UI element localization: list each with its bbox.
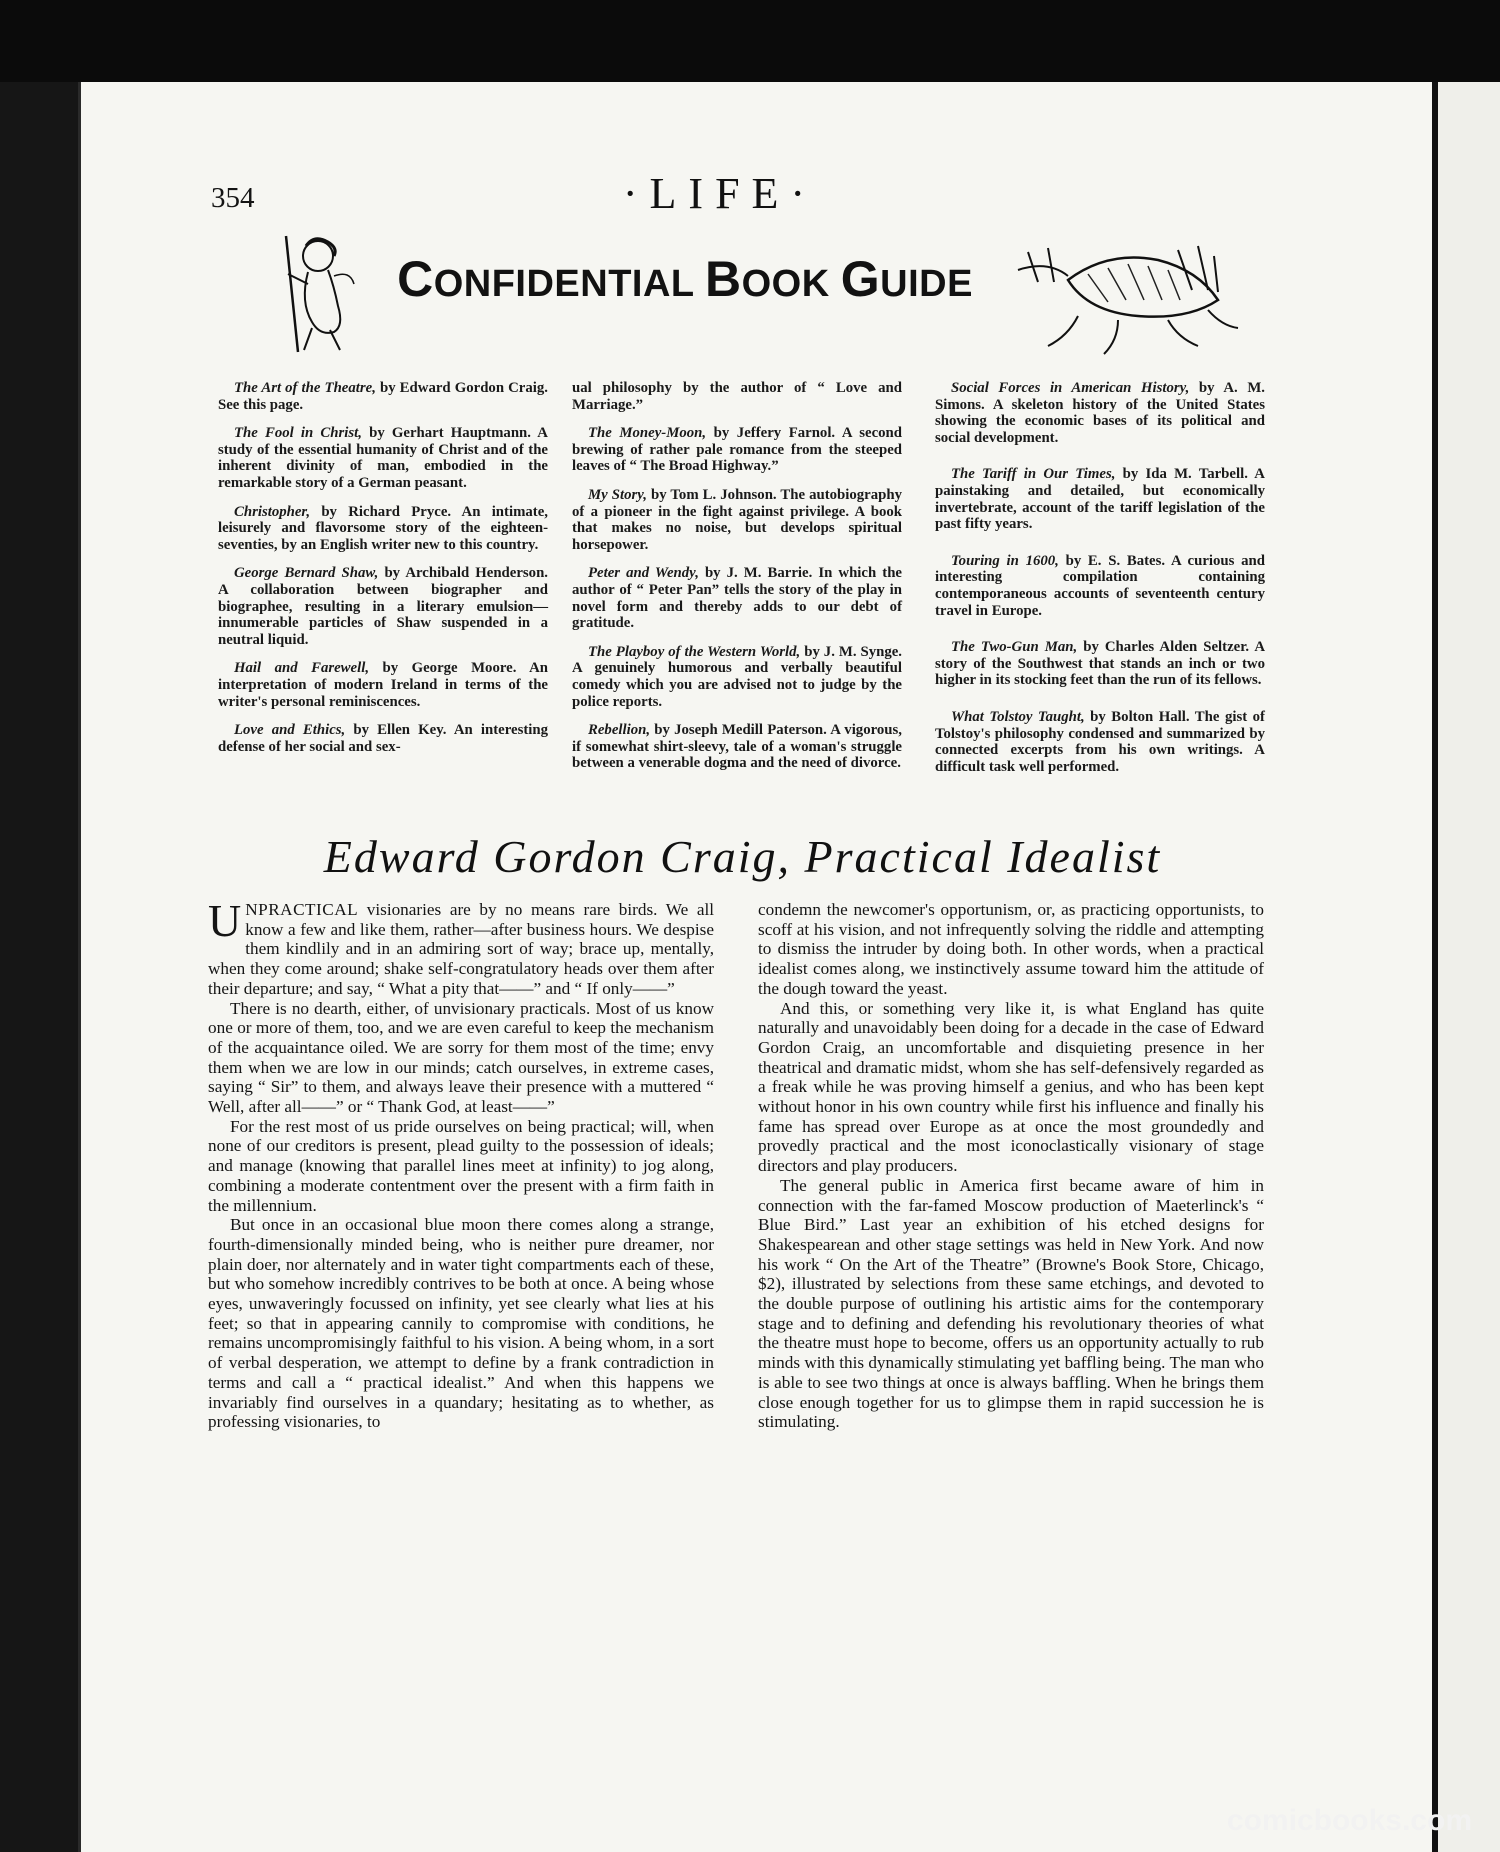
book-entry: The Two-Gun Man, by Charles Alden Seltzer. A story of the Southwest that stands an inch or two higher in its stocking feet than the run of its fellows.: [935, 639, 1266, 689]
article-paragraph: For the rest most of us pride ourselves on being practical; will, when none of our creditors is present, plead guilty to the possession of ideals; and manage (knowing that parallel lines meet at infinity) to jog along, combining a moderate contentment over the present with a firm faith in the millennium.: [208, 1116, 714, 1215]
book-entry: The Fool in Christ, by Gerhart Hauptmann. A study of the essential humanity of Christ and of the inherent divinity of man, embodied in the remarkable story of a German peasant.: [218, 425, 548, 491]
book-guide-column-2: [572, 380, 902, 784]
book-creature-illustration: [1008, 240, 1248, 362]
page-number: 354: [211, 182, 255, 214]
book-entry: The Money-Moon, by Jeffery Farnol. A second brewing of rather pale romance from the steeped leaves of “ The Broad Highway.”: [572, 425, 903, 475]
article-paragraph: The general public in America first became aware of him in connection with the far-famed Moscow production of Maeterlinck's “ Blue Bird.” Last year an exhibition of his etched designs for Shakespearean and other stage settings was held in New York. And now his work “ On the Art of the Theatre” (Browne's Book Store, Chicago, $2), illustrated by selections from these same etchings, and devoted to the double purpose of outlining his artistic aims for the contemporary stage and to defining and defending his revolutionary theories of what the theatre must hope to become, offers us an opportunity actually to rub minds with this dynamically stimulating yet baffling being. The man who is able to see two things at once is always baffling. When he brings them close enough together for us to glimpse them in rapid succession he is stimulating.: [758, 1175, 1264, 1432]
drop-cap: U: [208, 895, 242, 946]
magazine-title: ·LIFE·: [622, 169, 818, 218]
book-entry: Hail and Farewell, by George Moore. An interpretation of modern Ireland in terms of the writer's personal reminiscences.: [218, 660, 548, 710]
book-entry: The Art of the Theatre, by Edward Gordon Craig. See this page.: [218, 380, 548, 413]
book-entry-continuation: ual philosophy by the author of “ Love and Marriage.”: [572, 380, 902, 413]
article-column-1: [208, 895, 714, 1432]
article-title: Edward Gordon Craig, Practical Idealist: [323, 831, 1162, 882]
book-entry: The Tariff in Our Times, by Ida M. Tarbell. A painstaking and detailed, but economically invertebrate, account of the tariff legislation of the past fifty years.: [935, 466, 1265, 533]
confidential-book-guide-heading: CONFIDENTIAL BOOK GUIDE: [397, 251, 973, 307]
book-entry: What Tolstoy Taught, by Bolton Hall. The gist of Tolstoy's philosophy condensed and summarized by connected excerpts from his own writings. A difficult task well performed.: [935, 708, 1265, 775]
book-entry: Peter and Wendy, by J. M. Barrie. In which the author of “ Peter Pan” tells the story of the play in novel form and thereby adds to our debt of gratitude.: [572, 565, 902, 632]
book-entry: Rebellion, by Joseph Medill Paterson. A vigorous, if somewhat shirt-sleevy, tale of a woman's struggle between a venerable dogma and the need of divorce.: [572, 722, 902, 772]
book-entry: My Story, by Tom L. Johnson. The autobiography of a pioneer in the fight against privilege. A book that makes no noise, but develops spiritual horsepower.: [572, 486, 903, 553]
watermark-text: comicbooks.com: [1226, 1804, 1472, 1837]
article-paragraph: There is no dearth, either, of unvisionary practicals. Most of us know one or more of them, too, and we are even careful to keep the mechanism of the acquaintance oiled. We are sorry for them most of the time; envy them when we are low in our minds; catch ourselves, in extreme cases, saying “ Sir” to them, and always leave their presence with a muttered “ Well, after all——” or “ Thank God, at least——”: [208, 998, 714, 1117]
book-entry: Christopher, by Richard Pryce. An intimate, leisurely and flavorsome story of the eighteen-seventies, by an English writer new to this country.: [218, 503, 548, 553]
cherub-with-staff-illustration: [278, 232, 360, 357]
book-guide-column-3: [935, 380, 1265, 787]
article-paragraph: But once in an occasional blue moon there comes along a strange, fourth-dimensionally minded being, who is neither pure dreamer, nor plain doer, nor alternately and in water tight compartments each of these, but who somehow incredibly contrives to be both at once. A being whose eyes, unwaveringly focussed on infinity, yet see clearly what lies at his feet; so that in appearing cannily to compromise with conditions, he remains uncompromisingly faithful to his vision. A being whom, in a sort of verbal desperation, we attempt to define by a frank contradiction in terms and call a “ practical idealist.” And when this happens we invariably find ourselves in a quandary; hesitating as to whether, as professing visionaries, to: [208, 1215, 714, 1432]
article-paragraph: condemn the newcomer's opportunism, or, as practicing opportunists, to scoff at his vision, and not infrequently solving the riddle and attempting to dismiss the intruder by doing both. In other words, when a practical idealist comes along, we instinctively assume toward him the attitude of the dough toward the yeast.: [758, 900, 1264, 998]
book-entry: Social Forces in American History, by A. M. Simons. A skeleton history of the United States showing the economic bases of its political and social development.: [935, 380, 1265, 446]
book-entry: Touring in 1600, by E. S. Bates. A curious and interesting compilation containing contemporaneous accounts of seventeenth century travel in Europe.: [935, 552, 1265, 619]
next-page-edge: [1432, 82, 1500, 1852]
article-paragraph: UNPRACTICAL visionaries are by no means rare birds. We all know a few and like them, rather—after business hours. We despise them kindlily and in an admiring sort of way; brace up, mentally, when they come around; shake self-congratulatory heads over them after their departure; and say, “ What a pity that——” and “ If only——”: [208, 895, 714, 998]
article-paragraph: And this, or something very like it, is what England has quite naturally and unavoidably been doing for a decade in the case of Edward Gordon Craig, an uncomfortable and disquieting presence in her theatrical and dramatic midst, whom she has self-defensively regarded as a freak while he was proving himself a genius, and who has been kept without honor in his own country while first his influence and finally his fame has spread over Europe as at once the most groundedly and provedly practical and the most iconoclastically visionary of stage directors and play producers.: [758, 998, 1264, 1176]
book-entry: Love and Ethics, by Ellen Key. An interesting defense of her social and sex-: [218, 722, 548, 755]
scan-left-margin: [0, 82, 78, 1852]
book-guide-column-1: [218, 380, 548, 767]
book-entry: George Bernard Shaw, by Archibald Henderson. A collaboration between biographer and biographee, resulting in a literary emulsion—innumerable particles of Shaw suspended in a neutral liquid.: [218, 565, 548, 648]
book-entry: The Playboy of the Western World, by J. M. Synge. A genuinely humorous and verbally beautiful comedy which you are advised not to judge by the police reports.: [572, 643, 902, 710]
article-column-2: [758, 900, 1264, 1432]
